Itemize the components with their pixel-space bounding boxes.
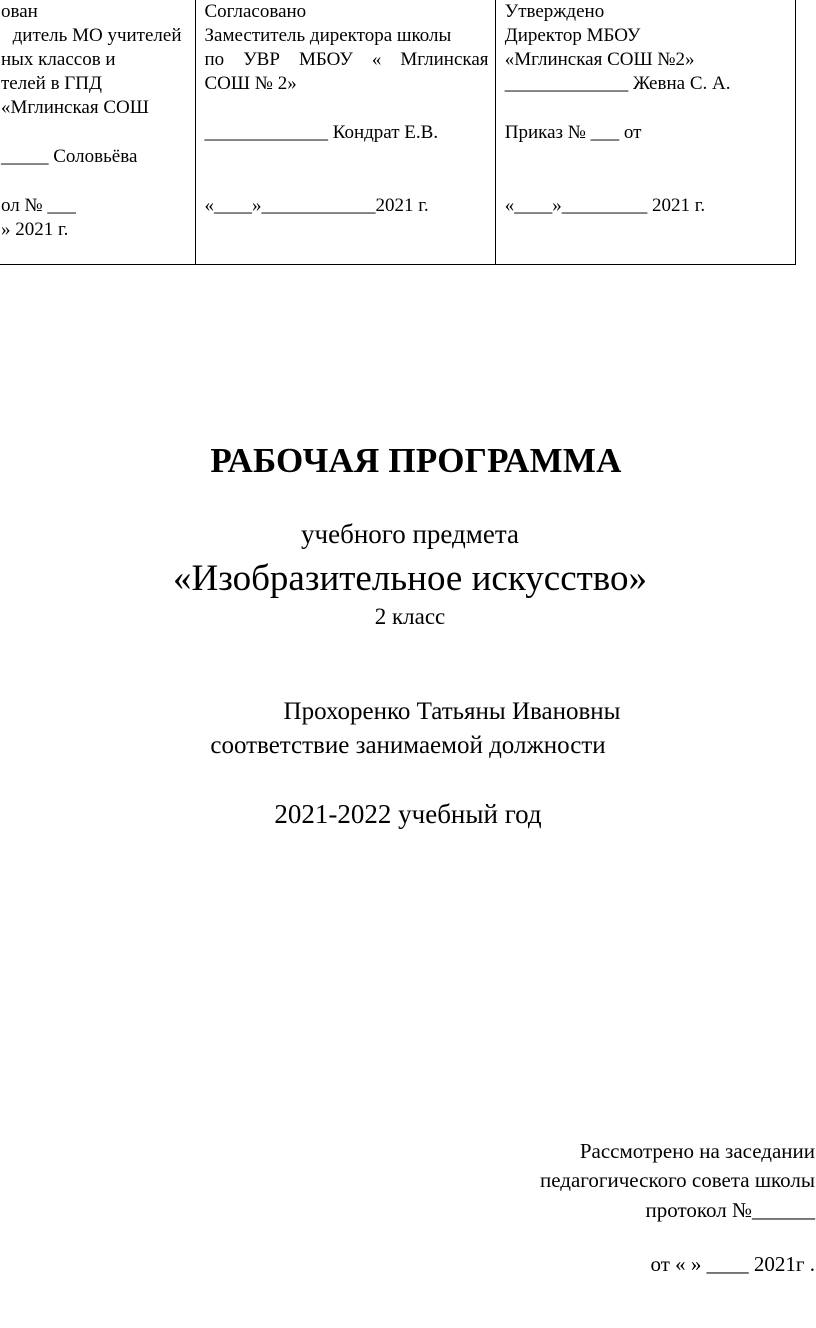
- coordinated-mo-protocol: ол № ___: [1, 195, 76, 216]
- teacher-status: соответствие занимаемой должности: [210, 732, 606, 759]
- footer-considered: Рассмотрено на заседании: [579, 1139, 815, 1163]
- coordinated-deputy-org-word: Мглинская: [400, 49, 489, 70]
- footer-council: педагогического совета школы: [540, 1168, 815, 1192]
- approval-table: [0, 0, 796, 265]
- coordinated-deputy-school: СОШ № 2»: [204, 73, 297, 94]
- coordinated-deputy-org: [205, 48, 489, 72]
- footer-date: от « » ____ 2021г .: [650, 1252, 815, 1276]
- footer-protocol: протокол №______: [645, 1198, 815, 1222]
- teacher-name: Прохоренко Татьяны Ивановны: [283, 698, 621, 725]
- coordinated-deputy-date: «____»____________2021 г.: [204, 195, 429, 216]
- coordinated-deputy-org-word: по: [204, 49, 225, 70]
- coordinated-deputy-org-word: УВР: [243, 49, 280, 70]
- subject-name: «Изобразительное искусство»: [172, 558, 648, 599]
- academic-year: 2021-2022 учебный год: [274, 799, 542, 829]
- coordinated-deputy-signature: _____________ Кондрат Е.В.: [204, 122, 439, 143]
- approved-school: «Мглинская СОШ №2»: [504, 49, 695, 70]
- coordinated-deputy-cell: [196, 0, 496, 264]
- coordinated-mo-cell: [0, 0, 196, 264]
- approved-signature: _____________ Жевна С. А.: [504, 73, 731, 94]
- approved-director-cell: [496, 0, 795, 264]
- coordinated-mo-classes: ных классов и: [1, 49, 116, 70]
- grade-label: 2 класс: [374, 604, 446, 629]
- subject-intro: учебного предмета: [301, 519, 519, 549]
- coordinated-mo-heading: ован: [1, 1, 38, 22]
- coordinated-deputy-role: Заместитель директора школы: [204, 25, 452, 46]
- coordinated-mo-school: «Мглинская СОШ: [1, 97, 149, 118]
- approved-role: Директор МБОУ: [504, 25, 641, 46]
- approved-heading: Утверждено: [504, 1, 605, 22]
- coordinated-mo-date: » 2021 г.: [1, 219, 69, 240]
- coordinated-mo-gpd: телей в ГПД: [1, 73, 102, 94]
- coordinated-mo-role: дитель МО учителей: [12, 25, 182, 46]
- coordinated-mo-signature: _____ Соловьёва: [1, 146, 138, 167]
- approved-order: Приказ № ___ от: [504, 122, 642, 143]
- coordinated-deputy-heading: Согласовано: [204, 1, 307, 22]
- approved-date: «____»_________ 2021 г.: [504, 195, 706, 216]
- coordinated-deputy-org-word: МБОУ: [299, 49, 353, 70]
- document-title: РАБОЧАЯ ПРОГРАММА: [210, 441, 622, 480]
- coordinated-deputy-org-word: «: [371, 49, 382, 70]
